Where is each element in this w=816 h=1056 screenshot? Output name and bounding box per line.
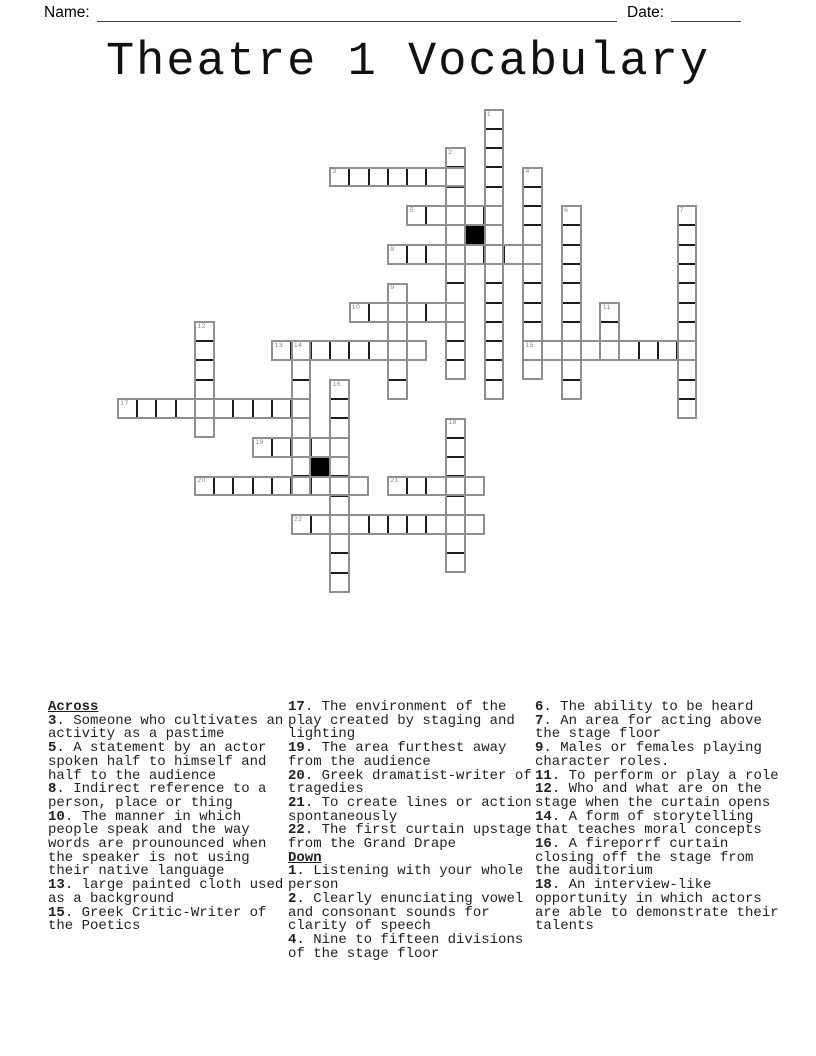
cell-number: 14 <box>293 342 303 350</box>
clue-number: 2 <box>288 890 297 907</box>
grid-cell[interactable] <box>426 167 445 186</box>
grid-cell[interactable] <box>523 206 542 225</box>
grid-cell[interactable] <box>504 245 523 264</box>
grid-cell[interactable] <box>446 457 465 476</box>
grid-cell[interactable] <box>639 341 658 360</box>
grid-cell[interactable] <box>677 283 696 302</box>
grid-cell[interactable] <box>484 322 503 341</box>
clue-item: 11. To perform or play a role <box>535 767 779 784</box>
grid-cell[interactable] <box>369 341 388 360</box>
grid-cell[interactable] <box>426 245 445 264</box>
clue-item: 20. Greek dramatist-writer of tragedies <box>288 767 532 798</box>
clue-number: 10 <box>48 808 65 825</box>
grid-cell[interactable] <box>311 515 330 534</box>
grid-cell[interactable] <box>523 187 542 206</box>
clue-number: 7 <box>535 712 544 729</box>
grid-cell[interactable] <box>446 438 465 457</box>
grid-cell[interactable] <box>562 341 581 360</box>
grid-cell[interactable] <box>446 553 465 572</box>
grid-cell[interactable] <box>407 167 426 186</box>
grid-cell[interactable] <box>446 515 465 534</box>
grid-cell[interactable] <box>484 303 503 322</box>
grid-cell[interactable] <box>369 303 388 322</box>
clue-number: 17 <box>288 699 305 715</box>
grid-cell[interactable] <box>523 264 542 283</box>
clue-number: 14 <box>535 808 552 825</box>
clue-item: 6. The ability to be heard <box>535 699 754 715</box>
grid-cell[interactable] <box>484 110 503 129</box>
grid-cell[interactable] <box>677 245 696 264</box>
clue-item: 2. Clearly enunciating vowel and consonant sounds for clarity of speech <box>288 890 524 935</box>
grid-cell[interactable] <box>446 148 465 167</box>
cell-number: 16 <box>332 380 342 388</box>
grid-cell[interactable] <box>253 476 272 495</box>
grid-cell[interactable] <box>677 380 696 399</box>
grid-cell[interactable] <box>446 206 465 225</box>
cell-number: 1 <box>486 110 492 118</box>
clue-number: 6 <box>535 699 544 715</box>
grid-cell[interactable] <box>214 399 233 418</box>
grid-cell[interactable] <box>542 341 561 360</box>
grid-cell[interactable] <box>600 341 619 360</box>
grid-cell[interactable] <box>388 245 407 264</box>
clue-item: 16. A fireporrf curtain closing off the stage from the auditorium <box>535 836 754 880</box>
grid-cell[interactable] <box>446 283 465 302</box>
grid-cell[interactable] <box>291 515 310 534</box>
grid-cell[interactable] <box>562 380 581 399</box>
grid-cell[interactable] <box>600 303 619 322</box>
grid-cell[interactable] <box>484 206 503 225</box>
clue-column-2 <box>288 701 538 961</box>
cell-number: 19 <box>255 438 264 446</box>
grid-cell[interactable] <box>523 225 542 244</box>
grid-cell[interactable] <box>562 206 581 225</box>
cell-number: 5 <box>409 207 414 215</box>
grid-cell[interactable] <box>349 476 368 495</box>
grid-cell[interactable] <box>233 476 252 495</box>
cell-number: 20 <box>197 477 206 485</box>
clue-heading: Across <box>48 699 99 715</box>
grid-cell[interactable] <box>407 206 426 225</box>
grid-cell[interactable] <box>446 534 465 553</box>
cell-number: 8 <box>390 245 395 253</box>
grid-cell[interactable] <box>195 360 214 379</box>
grid-cell[interactable] <box>523 322 542 341</box>
clue-number: 9 <box>535 740 544 757</box>
black-cell <box>465 225 484 244</box>
grid-cell[interactable] <box>195 341 214 360</box>
grid-cell[interactable] <box>253 399 272 418</box>
cell-number: 12 <box>197 322 206 330</box>
grid-cell[interactable] <box>446 496 465 515</box>
clue-number: 8 <box>48 781 57 798</box>
grid-cell[interactable] <box>619 341 638 360</box>
grid-cell[interactable] <box>484 360 503 379</box>
grid-cell[interactable] <box>369 515 388 534</box>
grid-cell[interactable] <box>677 341 696 360</box>
grid-cell[interactable] <box>484 148 503 167</box>
grid-cell[interactable] <box>446 360 465 379</box>
grid-cell[interactable] <box>272 341 291 360</box>
grid-cell[interactable] <box>407 341 426 360</box>
grid-cell[interactable] <box>349 303 368 322</box>
cell-number: 22 <box>293 515 303 523</box>
grid-cell[interactable] <box>291 341 310 360</box>
grid-cell[interactable] <box>484 187 503 206</box>
clue-item: 4. Nine to fifteen divisions of the stage floor <box>288 931 524 962</box>
grid-cell[interactable] <box>388 360 407 379</box>
grid-cell[interactable] <box>484 283 503 302</box>
grid-cell[interactable] <box>176 399 195 418</box>
grid-cell[interactable] <box>446 322 465 341</box>
clue-number: 3 <box>48 712 57 729</box>
clue-item: 5. A statement by an actor spoken half to himself and half to the audience <box>48 740 267 784</box>
clue-item: 22. The first curtain upstage from the Grand Drape <box>288 822 532 853</box>
grid-cell[interactable] <box>677 399 696 418</box>
grid-cell[interactable] <box>484 167 503 186</box>
cell-number: 6 <box>564 207 569 215</box>
grid-cell[interactable] <box>484 225 503 244</box>
clue-item: 17. The environment of the play created by staging and lighting <box>288 699 515 743</box>
grid-cell[interactable] <box>388 167 407 186</box>
grid-cell[interactable] <box>330 534 349 553</box>
clue-number: 22 <box>288 822 305 839</box>
clue-number: 1 <box>288 863 297 880</box>
cell-number: 18 <box>448 419 457 427</box>
clue-number: 21 <box>288 794 305 811</box>
grid-cell[interactable] <box>465 206 484 225</box>
grid-cell[interactable] <box>330 438 349 457</box>
grid-cell[interactable] <box>233 399 252 418</box>
grid-cell[interactable] <box>388 322 407 341</box>
clue-item: 14. A form of storytelling that teaches moral concepts <box>535 808 762 839</box>
clue-heading: Down <box>288 849 322 866</box>
clue-item: 1. Listening with your whole person <box>288 863 524 894</box>
grid-cell[interactable] <box>446 245 465 264</box>
cell-number: 11 <box>602 303 611 311</box>
date-label: Date: <box>627 4 665 21</box>
grid-cell[interactable] <box>349 515 368 534</box>
grid-cell[interactable] <box>330 553 349 572</box>
grid-cell[interactable] <box>349 167 368 186</box>
grid-cell[interactable] <box>562 264 581 283</box>
crossword-grid <box>118 110 697 593</box>
cell-number: 10 <box>351 303 361 311</box>
grid-cell[interactable] <box>388 380 407 399</box>
grid-cell[interactable] <box>484 341 503 360</box>
cell-number: 7 <box>679 207 685 215</box>
grid-cell[interactable] <box>291 438 310 457</box>
grid-cell[interactable] <box>426 206 445 225</box>
clue-number: 16 <box>535 836 552 853</box>
grid-cell[interactable] <box>677 206 696 225</box>
clue-item: 9. Males or females playing character roles. <box>535 740 762 770</box>
grid-cell[interactable] <box>407 245 426 264</box>
black-cell <box>311 457 330 476</box>
clue-item: 12. Who and what are on the stage when the curtain opens <box>535 781 771 811</box>
grid-cell[interactable] <box>446 264 465 283</box>
clue-item: 15. Greek Critic-Writer of the Poetics <box>48 904 267 935</box>
cell-number: 17 <box>120 400 129 408</box>
clue-number: 19 <box>288 740 305 757</box>
grid-cell[interactable] <box>195 418 214 437</box>
grid-cell[interactable] <box>118 399 137 418</box>
date-input-line[interactable] <box>671 21 741 22</box>
clue-number: 11 <box>535 767 552 784</box>
name-label: Name: <box>44 4 90 21</box>
grid-cell[interactable] <box>195 399 214 418</box>
grid-cell[interactable] <box>195 322 214 341</box>
grid-cell[interactable] <box>446 418 465 437</box>
cell-number: 3 <box>332 168 337 176</box>
grid-cell[interactable] <box>330 476 349 495</box>
grid-cell[interactable] <box>388 476 407 495</box>
grid-cell[interactable] <box>407 303 426 322</box>
grid-cell[interactable] <box>388 303 407 322</box>
grid-cell[interactable] <box>484 380 503 399</box>
grid-cell[interactable] <box>562 322 581 341</box>
grid-cell[interactable] <box>484 245 503 264</box>
grid-cell[interactable] <box>291 380 310 399</box>
grid-cell[interactable] <box>291 360 310 379</box>
grid-cell[interactable] <box>388 341 407 360</box>
grid-cell[interactable] <box>677 322 696 341</box>
grid-cell[interactable] <box>272 399 291 418</box>
clue-number: 5 <box>48 740 57 757</box>
grid-cell[interactable] <box>311 438 330 457</box>
grid-cell[interactable] <box>291 399 310 418</box>
grid-cell[interactable] <box>677 303 696 322</box>
clue-item: 19. The area furthest away from the audience <box>288 740 507 770</box>
grid-cell[interactable] <box>562 225 581 244</box>
grid-cell[interactable] <box>446 187 465 206</box>
grid-cell[interactable] <box>465 476 484 495</box>
cell-number: 4 <box>525 168 530 176</box>
grid-cell[interactable] <box>291 418 310 437</box>
grid-cell[interactable] <box>562 245 581 264</box>
clue-item: 10. The manner in which people speak and the way words are prounounced when the speaker is not using their native language <box>48 808 267 880</box>
grid-cell[interactable] <box>311 476 330 495</box>
clue-number: 12 <box>535 781 552 798</box>
grid-cell[interactable] <box>311 341 330 360</box>
grid-cell[interactable] <box>195 380 214 399</box>
grid-cell[interactable] <box>407 515 426 534</box>
clue-item: 18. An interview-like opportunity in which actors are able to demonstrate their talents <box>535 877 779 935</box>
grid-cell[interactable] <box>195 476 214 495</box>
grid-cell[interactable] <box>214 476 233 495</box>
grid-cell[interactable] <box>600 322 619 341</box>
clue-item: 13. large painted cloth used as a background <box>48 877 284 907</box>
grid-cell[interactable] <box>330 380 349 399</box>
clue-item: 21. To create lines or action spontaneously <box>288 794 532 825</box>
clue-number: 15 <box>48 904 65 921</box>
grid-cell[interactable] <box>291 476 310 495</box>
grid-cell[interactable] <box>523 283 542 302</box>
grid-cell[interactable] <box>137 399 156 418</box>
grid-cell[interactable] <box>369 167 388 186</box>
grid-cell[interactable] <box>291 457 310 476</box>
grid-cell[interactable] <box>330 515 349 534</box>
grid-cell[interactable] <box>523 341 542 360</box>
grid-cell[interactable] <box>677 225 696 244</box>
grid-cell[interactable] <box>388 515 407 534</box>
clue-item: 7. An area for acting above the stage floor <box>535 712 762 743</box>
grid-cell[interactable] <box>562 360 581 379</box>
grid-cell[interactable] <box>581 341 600 360</box>
grid-cell[interactable] <box>388 283 407 302</box>
grid-cell[interactable] <box>407 476 426 495</box>
grid-cell[interactable] <box>330 418 349 437</box>
grid-cell[interactable] <box>426 476 445 495</box>
clue-column-1 <box>48 701 296 934</box>
grid-cell[interactable] <box>349 341 368 360</box>
grid-cell[interactable] <box>330 573 349 592</box>
cell-number: 2 <box>448 149 453 157</box>
clue-number: 20 <box>288 767 305 784</box>
grid-cell[interactable] <box>484 129 503 148</box>
grid-cell[interactable] <box>562 283 581 302</box>
grid-cell[interactable] <box>330 167 349 186</box>
grid-cell[interactable] <box>523 245 542 264</box>
grid-cell[interactable] <box>658 341 677 360</box>
grid-cell[interactable] <box>523 303 542 322</box>
grid-cell[interactable] <box>677 264 696 283</box>
grid-cell[interactable] <box>465 515 484 534</box>
grid-cell[interactable] <box>330 457 349 476</box>
cell-number: 13 <box>274 342 284 350</box>
grid-cell[interactable] <box>446 476 465 495</box>
clue-number: 18 <box>535 877 552 894</box>
grid-cell[interactable] <box>330 341 349 360</box>
clue-number: 13 <box>48 877 65 894</box>
grid-cell[interactable] <box>330 496 349 515</box>
clue-number: 4 <box>288 931 297 948</box>
grid-cell[interactable] <box>253 438 272 457</box>
grid-cell[interactable] <box>446 225 465 244</box>
grid-cell[interactable] <box>426 515 445 534</box>
grid-cell[interactable] <box>562 303 581 322</box>
grid-cell[interactable] <box>156 399 175 418</box>
grid-cell[interactable] <box>446 341 465 360</box>
clue-item: 3. Someone who cultivates an activity as a pastime <box>48 712 284 743</box>
grid-cell[interactable] <box>446 303 465 322</box>
grid-cell[interactable] <box>523 360 542 379</box>
grid-cell[interactable] <box>523 167 542 186</box>
cell-number: 15 <box>525 342 535 350</box>
grid-cell[interactable] <box>446 167 465 186</box>
clue-column-3 <box>535 701 785 934</box>
cell-number: 21 <box>390 477 399 485</box>
grid-cell[interactable] <box>484 264 503 283</box>
grid-cell[interactable] <box>272 438 291 457</box>
grid-cell[interactable] <box>426 303 445 322</box>
clue-item: 8. Indirect reference to a person, place or thing <box>48 781 267 811</box>
cell-number: 9 <box>390 284 395 292</box>
grid-cell[interactable] <box>330 399 349 418</box>
grid-cell[interactable] <box>677 360 696 379</box>
grid-cell[interactable] <box>272 476 291 495</box>
grid-cell[interactable] <box>465 245 484 264</box>
name-input-line[interactable] <box>97 21 617 22</box>
page-title: Theatre 1 Vocabulary <box>105 36 711 89</box>
